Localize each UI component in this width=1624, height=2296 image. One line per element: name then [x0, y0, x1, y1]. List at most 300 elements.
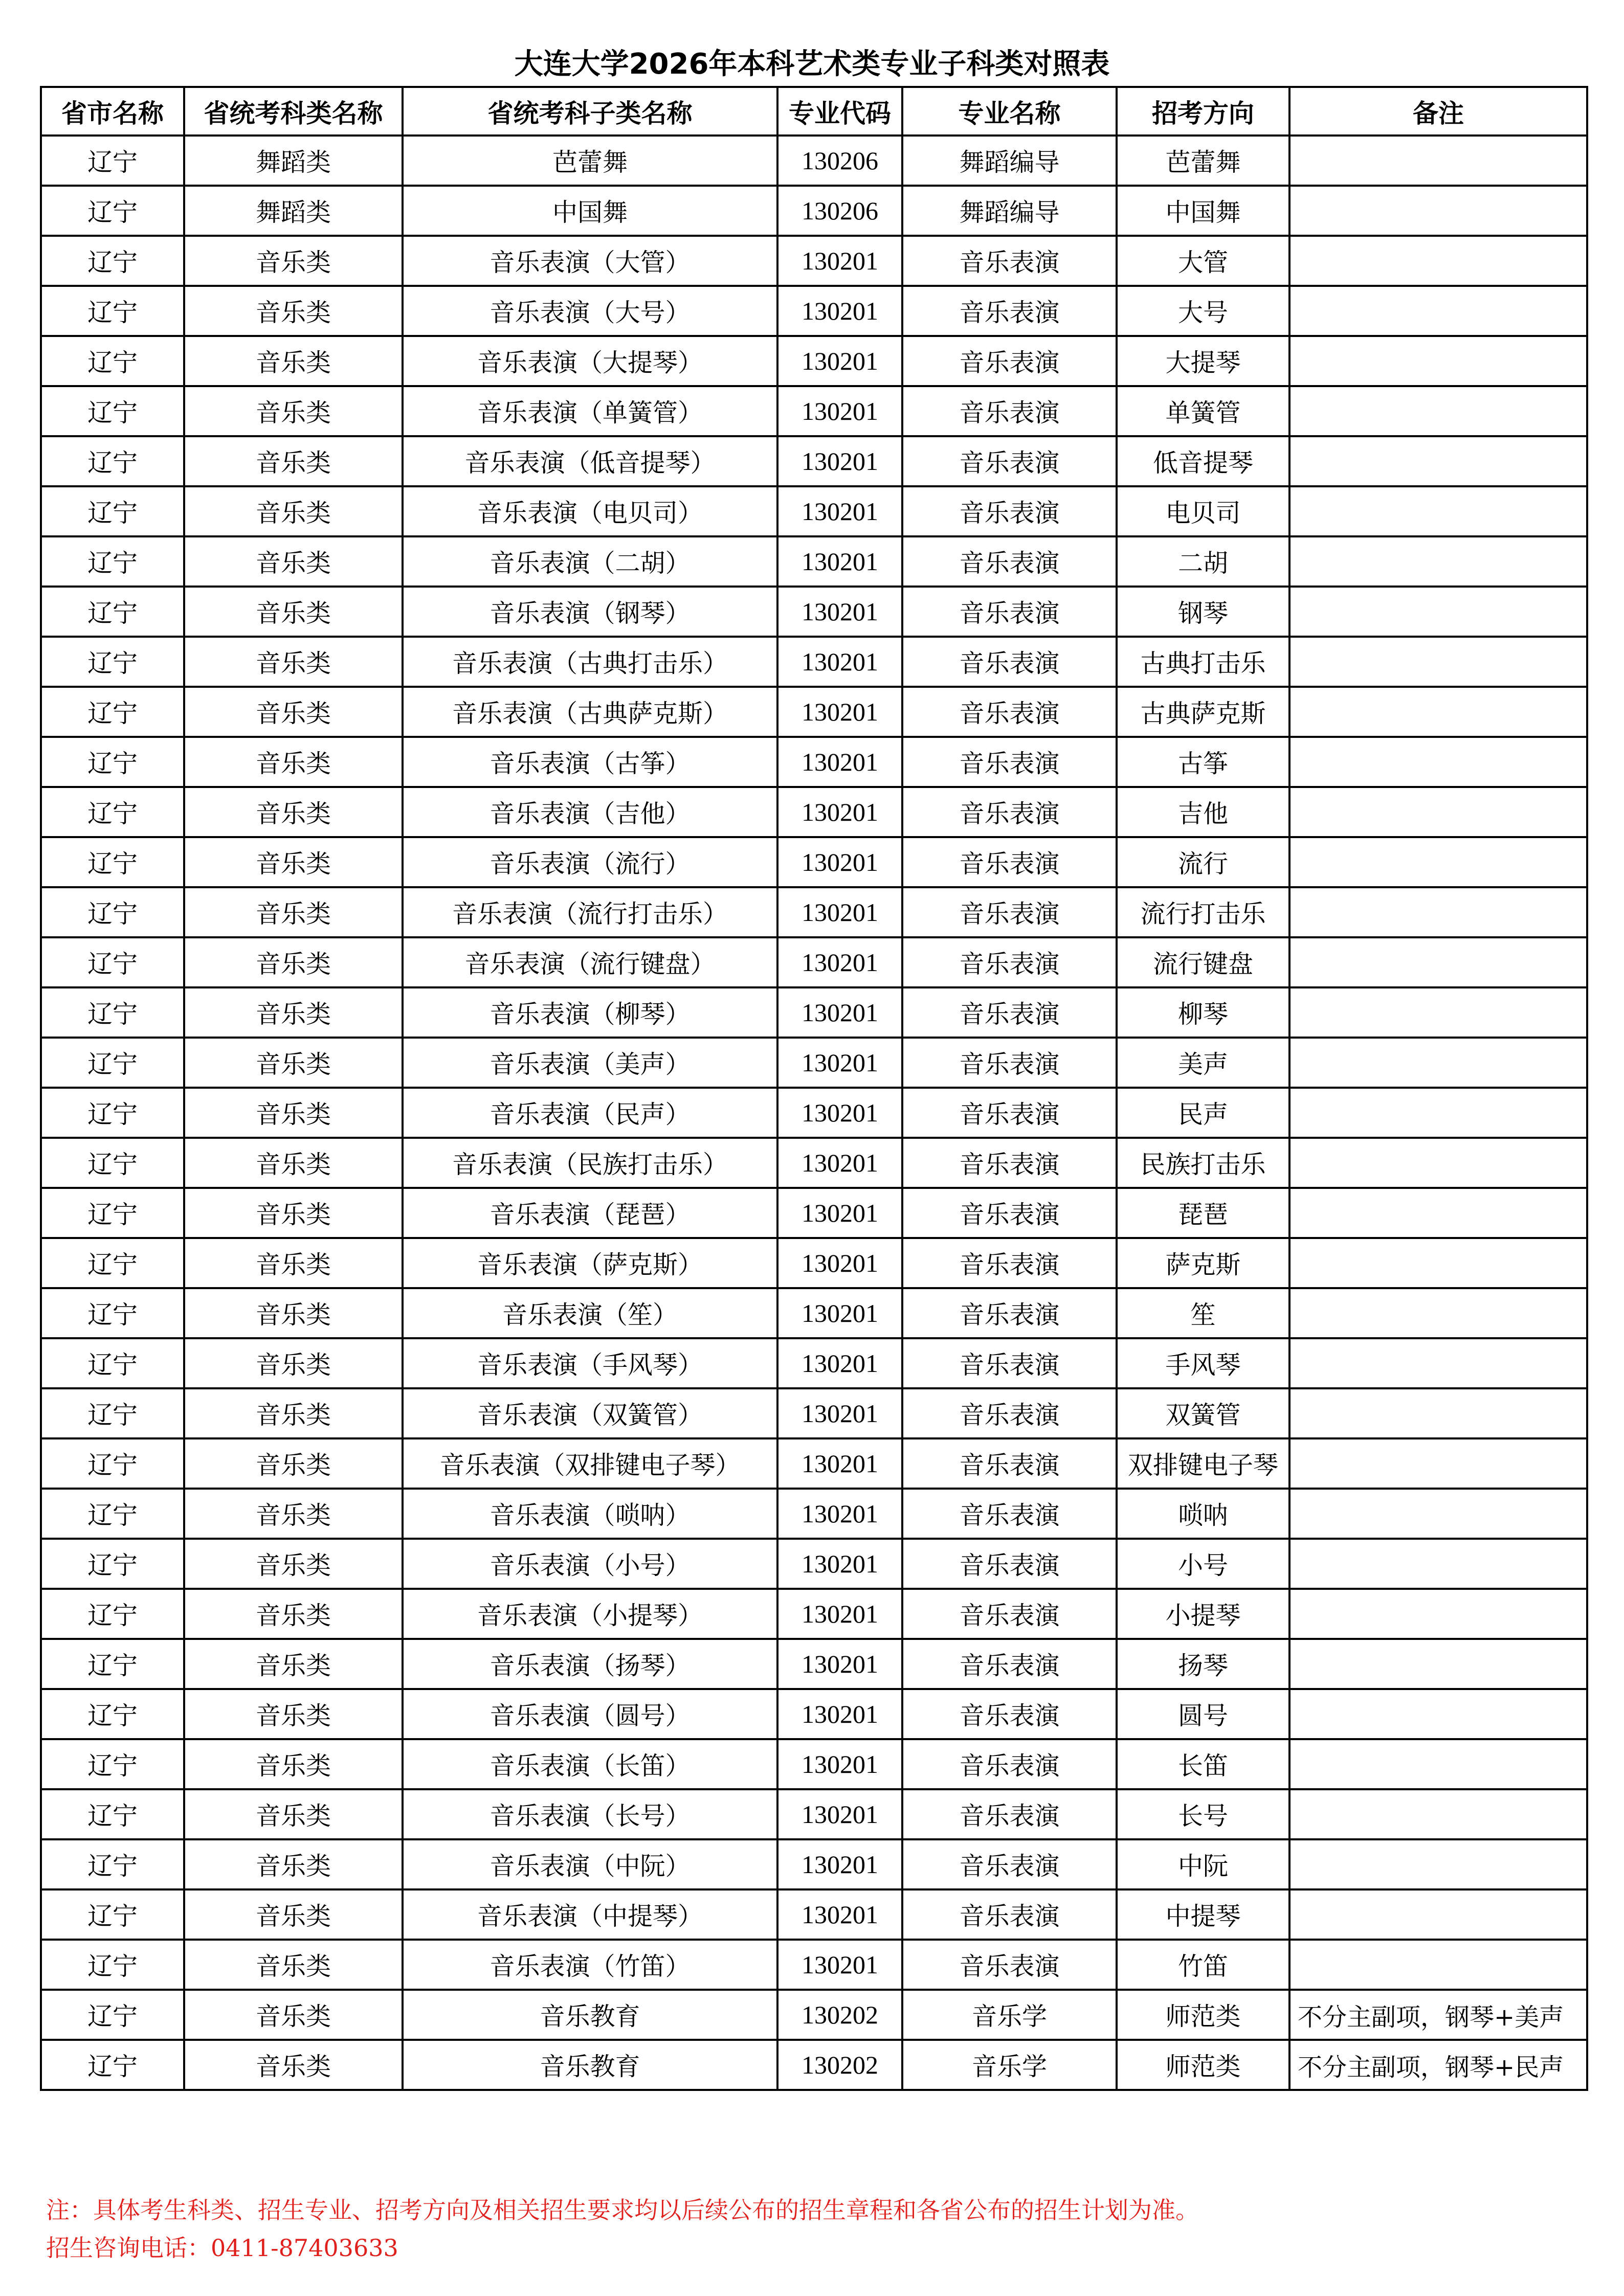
cell-exam-subcategory: 芭蕾舞 [403, 136, 777, 186]
cell-exam-category: 音乐类 [184, 2040, 403, 2090]
table-row [41, 286, 1587, 336]
cell-major-code: 130201 [777, 687, 902, 737]
cell-major-code: 130201 [777, 236, 902, 286]
cell-exam-subcategory: 音乐表演（中阮） [403, 1839, 777, 1889]
cell-major-code: 130201 [777, 1889, 902, 1940]
cell-province: 辽宁 [41, 787, 184, 837]
cell-exam-category: 舞蹈类 [184, 136, 403, 186]
cell-exam-subcategory: 音乐表演（电贝司） [403, 486, 777, 536]
cell-major-code: 130201 [777, 1589, 902, 1639]
cell-major-name: 音乐表演 [902, 1940, 1117, 1990]
cell-exam-subcategory: 音乐表演（双排键电子琴） [403, 1438, 777, 1489]
cell-direction: 单簧管 [1117, 386, 1289, 436]
table-row [41, 587, 1587, 637]
cell-exam-category: 音乐类 [184, 1338, 403, 1388]
cell-province: 辽宁 [41, 1990, 184, 2040]
cell-major-code: 130201 [777, 587, 902, 637]
cell-exam-subcategory: 音乐表演（流行） [403, 837, 777, 887]
cell-direction: 扬琴 [1117, 1639, 1289, 1689]
cell-major-code: 130201 [777, 536, 902, 587]
cell-remarks [1289, 1288, 1587, 1338]
table-row [41, 1739, 1587, 1789]
table-row [41, 1589, 1587, 1639]
cell-remarks [1289, 536, 1587, 587]
table-row [41, 236, 1587, 286]
cell-direction: 民声 [1117, 1088, 1289, 1138]
cell-major-name: 音乐表演 [902, 937, 1117, 987]
cell-province: 辽宁 [41, 1489, 184, 1539]
cell-exam-category: 音乐类 [184, 1889, 403, 1940]
cell-remarks [1289, 787, 1587, 837]
cell-direction: 中阮 [1117, 1839, 1289, 1889]
cell-major-code: 130201 [777, 937, 902, 987]
cell-direction: 圆号 [1117, 1689, 1289, 1739]
cell-remarks [1289, 1188, 1587, 1238]
table-row [41, 1138, 1587, 1188]
cell-major-code: 130201 [777, 1639, 902, 1689]
cell-remarks [1289, 1338, 1587, 1388]
cell-major-name: 音乐表演 [902, 587, 1117, 637]
cell-province: 辽宁 [41, 2040, 184, 2090]
cell-province: 辽宁 [41, 1088, 184, 1138]
header-major-name: 专业名称 [902, 87, 1117, 136]
cell-major-name: 舞蹈编导 [902, 136, 1117, 186]
cell-exam-subcategory: 音乐表演（扬琴） [403, 1639, 777, 1689]
cell-major-name: 音乐表演 [902, 1889, 1117, 1940]
table-row [41, 1338, 1587, 1388]
cell-remarks [1289, 837, 1587, 887]
cell-major-name: 音乐学 [902, 2040, 1117, 2090]
cell-province: 辽宁 [41, 1889, 184, 1940]
cell-exam-subcategory: 音乐表演（美声） [403, 1038, 777, 1088]
cell-major-name: 音乐表演 [902, 236, 1117, 286]
cell-exam-subcategory: 音乐表演（吉他） [403, 787, 777, 837]
table-row [41, 637, 1587, 687]
cell-major-code: 130201 [777, 1689, 902, 1739]
cell-major-name: 音乐学 [902, 1990, 1117, 2040]
cell-major-name: 音乐表演 [902, 1238, 1117, 1288]
cell-province: 辽宁 [41, 286, 184, 336]
cell-exam-category: 音乐类 [184, 1739, 403, 1789]
table-row [41, 837, 1587, 887]
cell-major-code: 130201 [777, 1188, 902, 1238]
cell-major-name: 音乐表演 [902, 386, 1117, 436]
cell-exam-subcategory: 中国舞 [403, 186, 777, 236]
cell-remarks [1289, 1589, 1587, 1639]
table-row [41, 987, 1587, 1038]
table-row [41, 1038, 1587, 1088]
cell-direction: 手风琴 [1117, 1338, 1289, 1388]
cell-province: 辽宁 [41, 737, 184, 787]
cell-major-code: 130201 [777, 1789, 902, 1839]
table-row [41, 737, 1587, 787]
table-row [41, 1839, 1587, 1889]
cell-major-code: 130201 [777, 637, 902, 687]
cell-major-name: 音乐表演 [902, 1589, 1117, 1639]
cell-exam-category: 舞蹈类 [184, 186, 403, 236]
cell-exam-category: 音乐类 [184, 1489, 403, 1539]
cell-major-code: 130201 [777, 1539, 902, 1589]
cell-major-code: 130201 [777, 336, 902, 386]
cell-direction: 小提琴 [1117, 1589, 1289, 1639]
cell-province: 辽宁 [41, 1940, 184, 1990]
cell-exam-category: 音乐类 [184, 1589, 403, 1639]
cell-exam-subcategory: 音乐表演（流行打击乐） [403, 887, 777, 937]
cell-province: 辽宁 [41, 1188, 184, 1238]
cell-province: 辽宁 [41, 436, 184, 486]
table-body [41, 136, 1587, 2090]
cell-major-code: 130201 [777, 887, 902, 937]
table-row [41, 336, 1587, 386]
cell-exam-category: 音乐类 [184, 637, 403, 687]
table-row [41, 1689, 1587, 1739]
cell-exam-category: 音乐类 [184, 436, 403, 486]
cell-province: 辽宁 [41, 1789, 184, 1839]
cell-major-code: 130201 [777, 1288, 902, 1338]
cell-remarks [1289, 737, 1587, 787]
cell-province: 辽宁 [41, 186, 184, 236]
cell-exam-subcategory: 音乐表演（长号） [403, 1789, 777, 1839]
header-remarks: 备注 [1289, 87, 1587, 136]
cell-major-name: 音乐表演 [902, 687, 1117, 737]
cell-direction: 师范类 [1117, 2040, 1289, 2090]
cell-major-name: 音乐表演 [902, 1088, 1117, 1138]
cell-direction: 流行 [1117, 837, 1289, 887]
cell-direction: 双排键电子琴 [1117, 1438, 1289, 1489]
cell-province: 辽宁 [41, 587, 184, 637]
cell-exam-subcategory: 音乐表演（流行键盘） [403, 937, 777, 987]
cell-major-name: 音乐表演 [902, 1138, 1117, 1188]
cell-remarks [1289, 1889, 1587, 1940]
cell-remarks [1289, 687, 1587, 737]
page-title: 大连大学2026年本科艺术类专业子科类对照表 [514, 48, 1110, 81]
cell-direction: 吉他 [1117, 787, 1289, 837]
cell-province: 辽宁 [41, 1338, 184, 1388]
cell-exam-subcategory: 音乐表演（钢琴） [403, 587, 777, 637]
cell-major-code: 130201 [777, 1088, 902, 1138]
header-direction: 招考方向 [1117, 87, 1289, 136]
cell-remarks [1289, 1388, 1587, 1438]
cell-exam-subcategory: 音乐表演（圆号） [403, 1689, 777, 1739]
cell-major-code: 130201 [777, 787, 902, 837]
table-row [41, 1238, 1587, 1288]
cell-direction: 钢琴 [1117, 587, 1289, 637]
cell-direction: 古典萨克斯 [1117, 687, 1289, 737]
cell-direction: 小号 [1117, 1539, 1289, 1589]
table-header-row [41, 87, 1587, 136]
cell-exam-category: 音乐类 [184, 386, 403, 436]
cell-exam-subcategory: 音乐表演（双簧管） [403, 1388, 777, 1438]
cell-province: 辽宁 [41, 637, 184, 687]
cell-major-name: 音乐表演 [902, 536, 1117, 587]
header-exam-category: 省统考科类名称 [184, 87, 403, 136]
cell-exam-category: 音乐类 [184, 1388, 403, 1438]
cell-major-name: 音乐表演 [902, 787, 1117, 837]
cell-province: 辽宁 [41, 1038, 184, 1088]
footnote-phone: 招生咨询电话：0411-87403633 [46, 2234, 398, 2262]
cell-exam-category: 音乐类 [184, 687, 403, 737]
cell-major-code: 130201 [777, 737, 902, 787]
cell-major-code: 130201 [777, 1388, 902, 1438]
cell-province: 辽宁 [41, 386, 184, 436]
cell-exam-subcategory: 音乐表演（手风琴） [403, 1338, 777, 1388]
cell-major-name: 音乐表演 [902, 486, 1117, 536]
cell-direction: 美声 [1117, 1038, 1289, 1088]
cell-direction: 师范类 [1117, 1990, 1289, 2040]
cell-province: 辽宁 [41, 1639, 184, 1689]
table-row [41, 1489, 1587, 1539]
cell-province: 辽宁 [41, 1438, 184, 1489]
cell-major-name: 音乐表演 [902, 436, 1117, 486]
cell-direction: 流行键盘 [1117, 937, 1289, 987]
cell-direction: 大号 [1117, 286, 1289, 336]
cell-remarks [1289, 1138, 1587, 1188]
cell-exam-category: 音乐类 [184, 987, 403, 1038]
cell-direction: 中提琴 [1117, 1889, 1289, 1940]
header-major-code: 专业代码 [777, 87, 902, 136]
cell-major-code: 130201 [777, 1489, 902, 1539]
cell-major-code: 130201 [777, 837, 902, 887]
cell-remarks [1289, 436, 1587, 486]
cell-major-name: 舞蹈编导 [902, 186, 1117, 236]
cell-major-code: 130206 [777, 136, 902, 186]
cell-major-code: 130201 [777, 1038, 902, 1088]
cell-direction: 琵琶 [1117, 1188, 1289, 1238]
cell-major-name: 音乐表演 [902, 336, 1117, 386]
cell-major-code: 130201 [777, 1438, 902, 1489]
table-row [41, 1789, 1587, 1839]
cell-province: 辽宁 [41, 136, 184, 186]
cell-major-name: 音乐表演 [902, 887, 1117, 937]
cell-remarks [1289, 587, 1587, 637]
cell-major-code: 130201 [777, 1138, 902, 1188]
cell-remarks [1289, 1539, 1587, 1589]
cell-exam-category: 音乐类 [184, 236, 403, 286]
cell-exam-subcategory: 音乐表演（小号） [403, 1539, 777, 1589]
cell-direction: 萨克斯 [1117, 1238, 1289, 1288]
cell-direction: 笙 [1117, 1288, 1289, 1338]
cell-remarks [1289, 1038, 1587, 1088]
table-row [41, 887, 1587, 937]
cell-direction: 双簧管 [1117, 1388, 1289, 1438]
cell-exam-category: 音乐类 [184, 536, 403, 587]
cell-major-code: 130206 [777, 186, 902, 236]
cell-exam-subcategory: 音乐表演（柳琴） [403, 987, 777, 1038]
cell-direction: 古典打击乐 [1117, 637, 1289, 687]
cell-direction: 电贝司 [1117, 486, 1289, 536]
cell-province: 辽宁 [41, 1388, 184, 1438]
cell-major-name: 音乐表演 [902, 1188, 1117, 1238]
cell-remarks [1289, 236, 1587, 286]
cell-major-code: 130201 [777, 1940, 902, 1990]
cell-major-name: 音乐表演 [902, 1288, 1117, 1338]
cell-exam-subcategory: 音乐表演（古典萨克斯） [403, 687, 777, 737]
cell-remarks [1289, 1489, 1587, 1539]
cell-remarks [1289, 887, 1587, 937]
table-row [41, 1889, 1587, 1940]
cell-exam-subcategory: 音乐表演（大提琴） [403, 336, 777, 386]
cell-province: 辽宁 [41, 987, 184, 1038]
cell-exam-category: 音乐类 [184, 1138, 403, 1188]
cell-province: 辽宁 [41, 1138, 184, 1188]
cell-major-name: 音乐表演 [902, 987, 1117, 1038]
cell-remarks [1289, 1689, 1587, 1739]
cell-major-name: 音乐表演 [902, 1489, 1117, 1539]
table-row [41, 687, 1587, 737]
cell-direction: 竹笛 [1117, 1940, 1289, 1990]
cell-major-name: 音乐表演 [902, 1438, 1117, 1489]
cell-direction: 大管 [1117, 236, 1289, 286]
cell-major-code: 130202 [777, 1990, 902, 2040]
cell-major-code: 130202 [777, 2040, 902, 2090]
cell-exam-category: 音乐类 [184, 887, 403, 937]
table-row [41, 386, 1587, 436]
cell-major-code: 130201 [777, 987, 902, 1038]
cell-exam-subcategory: 音乐表演（大管） [403, 236, 777, 286]
cell-province: 辽宁 [41, 536, 184, 587]
table-row [41, 1188, 1587, 1238]
cell-direction: 中国舞 [1117, 186, 1289, 236]
cell-major-code: 130201 [777, 1839, 902, 1889]
table-row [41, 536, 1587, 587]
cell-direction: 二胡 [1117, 536, 1289, 587]
table-row [41, 1288, 1587, 1338]
table-row [41, 436, 1587, 486]
cell-major-code: 130201 [777, 1238, 902, 1288]
cell-exam-category: 音乐类 [184, 1789, 403, 1839]
cell-remarks: 不分主副项，钢琴+民声 [1289, 2040, 1587, 2090]
cell-direction: 柳琴 [1117, 987, 1289, 1038]
cell-exam-category: 音乐类 [184, 837, 403, 887]
cell-exam-subcategory: 音乐表演（笙） [403, 1288, 777, 1338]
cell-exam-category: 音乐类 [184, 1990, 403, 2040]
cell-province: 辽宁 [41, 1238, 184, 1288]
subject-mapping-table [40, 86, 1588, 2091]
cell-major-name: 音乐表演 [902, 637, 1117, 687]
cell-exam-category: 音乐类 [184, 1438, 403, 1489]
cell-exam-subcategory: 音乐表演（二胡） [403, 536, 777, 587]
cell-direction: 民族打击乐 [1117, 1138, 1289, 1188]
cell-direction: 大提琴 [1117, 336, 1289, 386]
cell-remarks [1289, 1088, 1587, 1138]
cell-province: 辽宁 [41, 1288, 184, 1338]
cell-remarks [1289, 987, 1587, 1038]
cell-direction: 长号 [1117, 1789, 1289, 1839]
cell-remarks [1289, 186, 1587, 236]
cell-major-code: 130201 [777, 386, 902, 436]
cell-major-name: 音乐表演 [902, 1388, 1117, 1438]
cell-exam-category: 音乐类 [184, 1539, 403, 1589]
cell-province: 辽宁 [41, 1839, 184, 1889]
cell-province: 辽宁 [41, 687, 184, 737]
cell-remarks [1289, 1639, 1587, 1689]
cell-major-code: 130201 [777, 436, 902, 486]
cell-exam-subcategory: 音乐表演（民声） [403, 1088, 777, 1138]
table-row [41, 1539, 1587, 1589]
table-row [41, 787, 1587, 837]
cell-exam-subcategory: 音乐表演（萨克斯） [403, 1238, 777, 1288]
cell-exam-category: 音乐类 [184, 937, 403, 987]
cell-major-name: 音乐表演 [902, 1839, 1117, 1889]
cell-exam-subcategory: 音乐教育 [403, 1990, 777, 2040]
header-province: 省市名称 [41, 87, 184, 136]
table-row [41, 1940, 1587, 1990]
cell-exam-category: 音乐类 [184, 1839, 403, 1889]
cell-major-code: 130201 [777, 286, 902, 336]
footnote-note: 注：具体考生科类、招生专业、招考方向及相关招生要求均以后续公布的招生章程和各省公布的招生计划为准。 [46, 2196, 1199, 2224]
cell-exam-category: 音乐类 [184, 1288, 403, 1338]
cell-exam-subcategory: 音乐表演（古典打击乐） [403, 637, 777, 687]
cell-major-code: 130201 [777, 1739, 902, 1789]
table-row [41, 1990, 1587, 2040]
cell-exam-category: 音乐类 [184, 587, 403, 637]
table-row [41, 136, 1587, 186]
header-exam-subcategory: 省统考科子类名称 [403, 87, 777, 136]
cell-remarks [1289, 1438, 1587, 1489]
cell-exam-category: 音乐类 [184, 336, 403, 386]
table-row [41, 1639, 1587, 1689]
cell-direction: 流行打击乐 [1117, 887, 1289, 937]
cell-major-code: 130201 [777, 1338, 902, 1388]
cell-remarks [1289, 286, 1587, 336]
cell-province: 辽宁 [41, 1689, 184, 1739]
table-row [41, 1388, 1587, 1438]
table-row [41, 1438, 1587, 1489]
cell-exam-category: 音乐类 [184, 1088, 403, 1138]
cell-major-name: 音乐表演 [902, 1338, 1117, 1388]
cell-exam-subcategory: 音乐表演（古筝） [403, 737, 777, 787]
cell-province: 辽宁 [41, 1589, 184, 1639]
cell-remarks: 不分主副项，钢琴+美声 [1289, 1990, 1587, 2040]
cell-direction: 长笛 [1117, 1739, 1289, 1789]
cell-remarks [1289, 937, 1587, 987]
cell-remarks [1289, 136, 1587, 186]
cell-exam-subcategory: 音乐表演（小提琴） [403, 1589, 777, 1639]
cell-exam-category: 音乐类 [184, 1188, 403, 1238]
cell-exam-category: 音乐类 [184, 737, 403, 787]
cell-exam-category: 音乐类 [184, 787, 403, 837]
cell-major-name: 音乐表演 [902, 1539, 1117, 1589]
cell-major-name: 音乐表演 [902, 1639, 1117, 1689]
cell-remarks [1289, 386, 1587, 436]
cell-exam-category: 音乐类 [184, 286, 403, 336]
cell-remarks [1289, 1739, 1587, 1789]
cell-remarks [1289, 336, 1587, 386]
cell-direction: 唢呐 [1117, 1489, 1289, 1539]
cell-exam-subcategory: 音乐表演（长笛） [403, 1739, 777, 1789]
cell-exam-subcategory: 音乐表演（大号） [403, 286, 777, 336]
cell-exam-category: 音乐类 [184, 486, 403, 536]
cell-remarks [1289, 637, 1587, 687]
cell-province: 辽宁 [41, 486, 184, 536]
cell-exam-category: 音乐类 [184, 1689, 403, 1739]
cell-major-name: 音乐表演 [902, 837, 1117, 887]
cell-remarks [1289, 1238, 1587, 1288]
cell-remarks [1289, 486, 1587, 536]
cell-exam-subcategory: 音乐表演（唢呐） [403, 1489, 777, 1539]
cell-province: 辽宁 [41, 336, 184, 386]
cell-remarks [1289, 1940, 1587, 1990]
table-row [41, 186, 1587, 236]
cell-major-name: 音乐表演 [902, 1789, 1117, 1839]
cell-direction: 低音提琴 [1117, 436, 1289, 486]
cell-major-code: 130201 [777, 486, 902, 536]
cell-exam-subcategory: 音乐表演（中提琴） [403, 1889, 777, 1940]
cell-exam-category: 音乐类 [184, 1238, 403, 1288]
cell-exam-subcategory: 音乐表演（民族打击乐） [403, 1138, 777, 1188]
table-row [41, 486, 1587, 536]
cell-major-name: 音乐表演 [902, 286, 1117, 336]
